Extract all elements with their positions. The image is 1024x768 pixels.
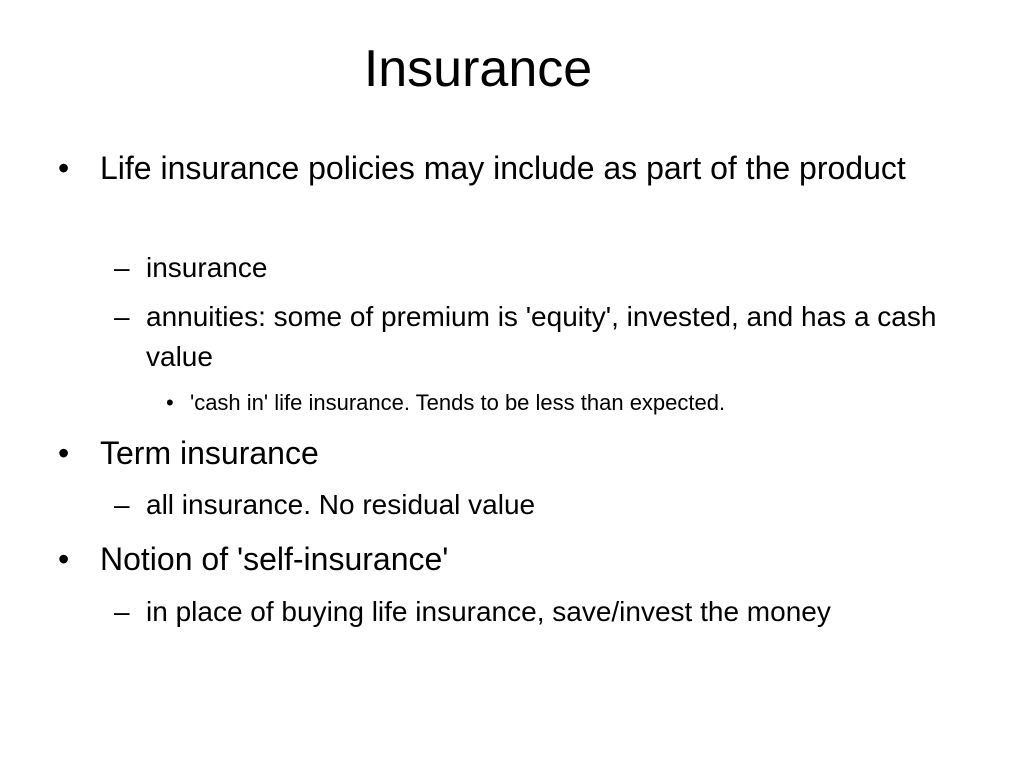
sub-item-all-insurance bbox=[114, 485, 966, 525]
sub-item-text: insurance bbox=[146, 252, 268, 283]
sub-item-insurance bbox=[114, 248, 966, 288]
bullet-marker: • bbox=[166, 390, 174, 415]
bullet-text: Life insurance policies may include as part of the product bbox=[100, 150, 906, 186]
dash-marker: – bbox=[114, 301, 130, 332]
dash-marker: – bbox=[114, 252, 130, 283]
sub-item-text: annuities: some of premium is 'equity', invested, and has a cash value bbox=[146, 301, 937, 372]
sub-item-text: in place of buying life insurance, save/invest the money bbox=[146, 596, 831, 627]
bullet-item-term-insurance bbox=[58, 431, 980, 475]
bullet-item-self-insurance bbox=[58, 537, 980, 581]
sub-sub-item-cash-in bbox=[166, 389, 970, 417]
dash-marker: – bbox=[114, 489, 130, 520]
sub-item-annuities bbox=[114, 297, 966, 377]
dash-marker: – bbox=[114, 596, 130, 627]
sub-sub-item-text: 'cash in' life insurance. Tends to be less than expected. bbox=[190, 390, 726, 415]
bullet-item-life-insurance bbox=[58, 146, 980, 190]
sub-item-save-invest bbox=[114, 592, 966, 632]
bullet-marker: • bbox=[58, 435, 70, 471]
sub-item-text: all insurance. No residual value bbox=[146, 489, 536, 520]
bullet-text: Notion of 'self-insurance' bbox=[100, 541, 449, 577]
slide-title: Insurance bbox=[363, 40, 593, 98]
bullet-text: Term insurance bbox=[100, 435, 319, 471]
bullet-marker: • bbox=[58, 541, 70, 577]
bullet-marker: • bbox=[58, 150, 70, 186]
